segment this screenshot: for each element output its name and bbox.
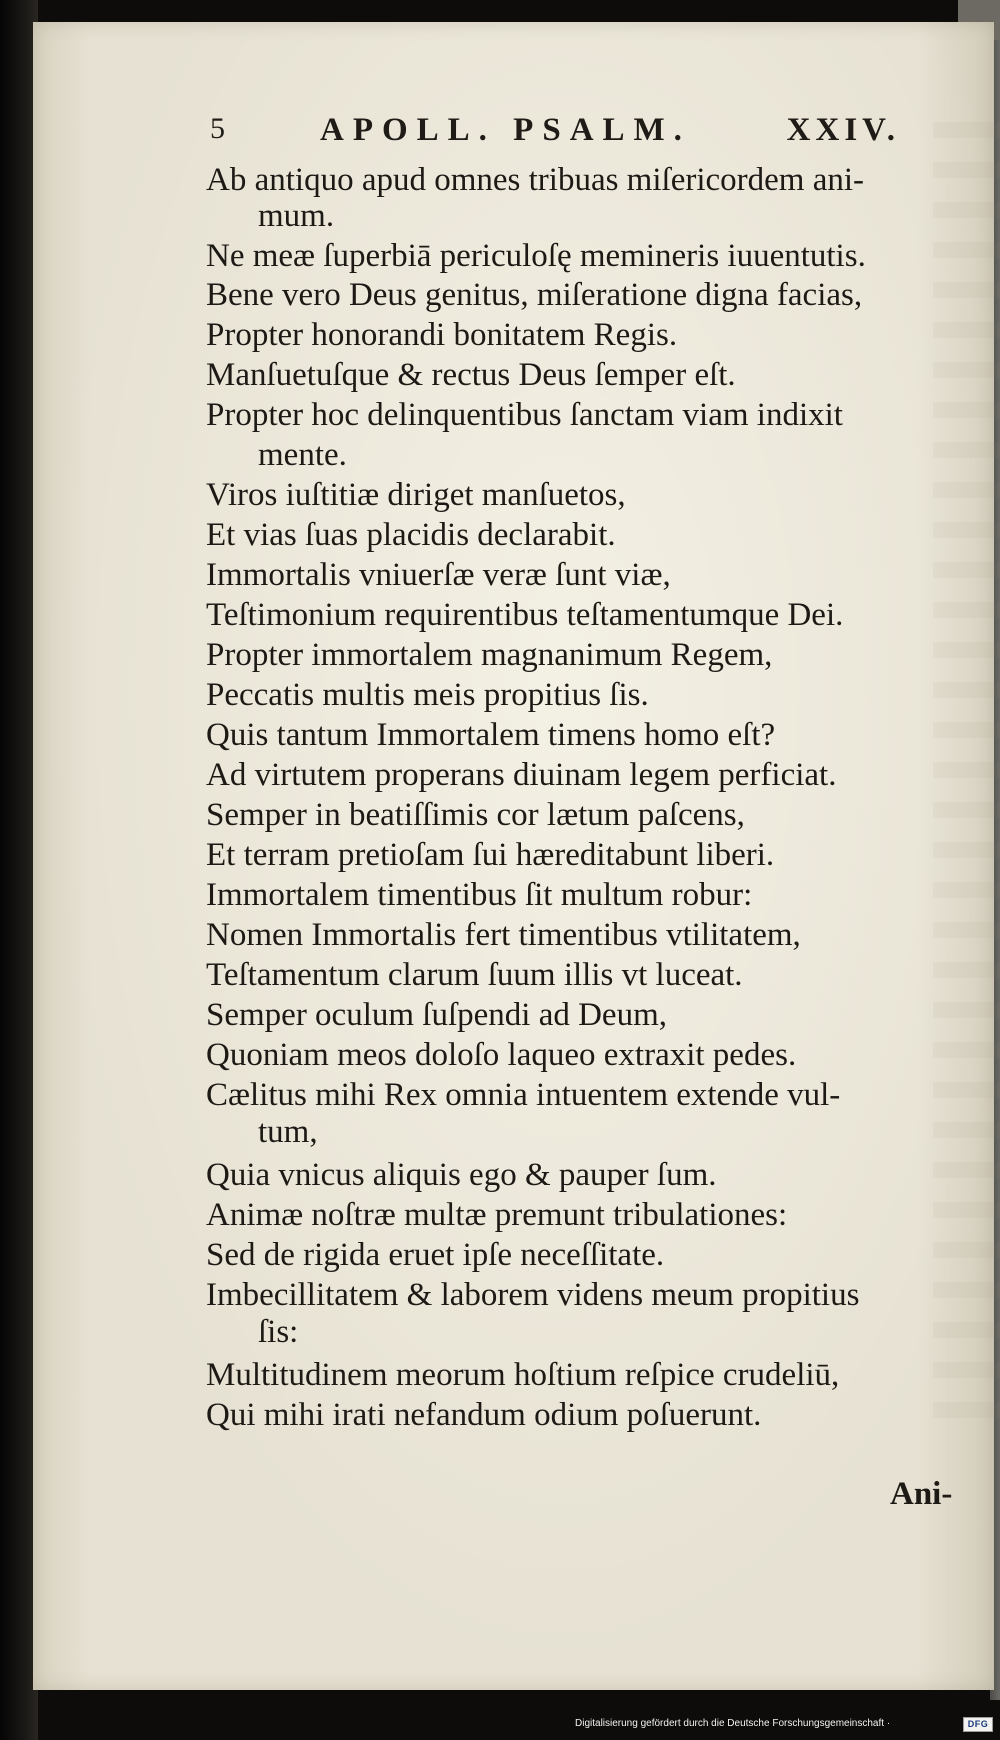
psalm-number: XXIV. [786, 112, 900, 148]
verse-line: Propter hoc delinquentibus ſanctam viam indixit [206, 397, 843, 433]
verse-line: Quia vnicus aliquis ego & pauper ſum. [206, 1157, 717, 1193]
verse-line: mum. [258, 198, 335, 234]
verse-line: ſis: [258, 1314, 299, 1350]
verse-line: mente. [258, 437, 347, 473]
verse-line: Sed de rigida eruet ipſe neceſſitate. [206, 1237, 665, 1273]
verse-line: Ne meæ ſuperbiā periculoſę memineris iuuentutis. [206, 238, 866, 274]
verse-line: Cælitus mihi Rex omnia intuentem extende vul- [206, 1077, 841, 1113]
verse-line: Peccatis multis meis propitius ſis. [206, 677, 649, 713]
verse-line: Bene vero Deus genitus, miſeratione digna facias, [206, 277, 863, 313]
verse-line: Ad virtutem properans diuinam legem perficiat. [206, 757, 837, 793]
verse-line: Viros iuſtitiæ diriget manſuetos, [206, 477, 626, 513]
verse-line: Quoniam meos doloſo laqueo extraxit pedes. [206, 1037, 797, 1073]
page-number: 5 [210, 112, 227, 145]
verse-line: Semper oculum ſuſpendi ad Deum, [206, 997, 667, 1033]
dfg-logo [963, 1717, 993, 1732]
verse-line: Et terram pretioſam ſui hæreditabunt liberi. [206, 837, 775, 873]
verse-line: Propter immortalem magnanimum Regem, [206, 637, 773, 673]
verse-line: Quis tantum Immortalem timens homo eſt? [206, 717, 776, 753]
verse-line: Ab antiquo apud omnes tribuas miſericordem ani- [206, 162, 865, 198]
verse-line: Et vias ſuas placidis declarabit. [206, 517, 616, 553]
digitization-credit: Digitalisierung gefördert durch die Deutsche Forschungsgemeinschaft · [575, 1718, 891, 1729]
dfg-logo-text: DFG [967, 1719, 989, 1729]
verse-line: Qui mihi irati nefandum odium poſuerunt. [206, 1397, 762, 1433]
verse-line: Immortalem timentibus ſit multum robur: [206, 877, 753, 913]
catchword: Ani- [890, 1476, 953, 1512]
verse-line: Imbecillitatem & laborem videns meum propitius [206, 1277, 860, 1313]
verse-line: Immortalis vniuerſæ veræ ſunt viæ, [206, 557, 671, 593]
running-head [210, 112, 900, 162]
verse-line: Propter honorandi bonitatem Regis. [206, 317, 678, 353]
verse-line: Teſtimonium requirentibus teſtamentumque Dei. [206, 597, 844, 633]
verse-line: Semper in beatiſſimis cor lætum paſcens, [206, 797, 745, 833]
verse-line: Teſtamentum clarum ſuum illis vt luceat. [206, 957, 743, 993]
show-through [933, 122, 1000, 1422]
running-title: APOLL. PSALM. [320, 112, 691, 148]
verse-line: Nomen Immortalis fert timentibus vtilitatem, [206, 917, 801, 953]
verse-line: Animæ noſtræ multæ premunt tribulationes: [206, 1197, 788, 1233]
verse-line: Manſuetuſque & rectus Deus ſemper eſt. [206, 357, 736, 393]
verse-line: tum, [258, 1114, 318, 1150]
verse-line: Multitudinem meorum hoſtium reſpice crudeliū, [206, 1357, 840, 1393]
